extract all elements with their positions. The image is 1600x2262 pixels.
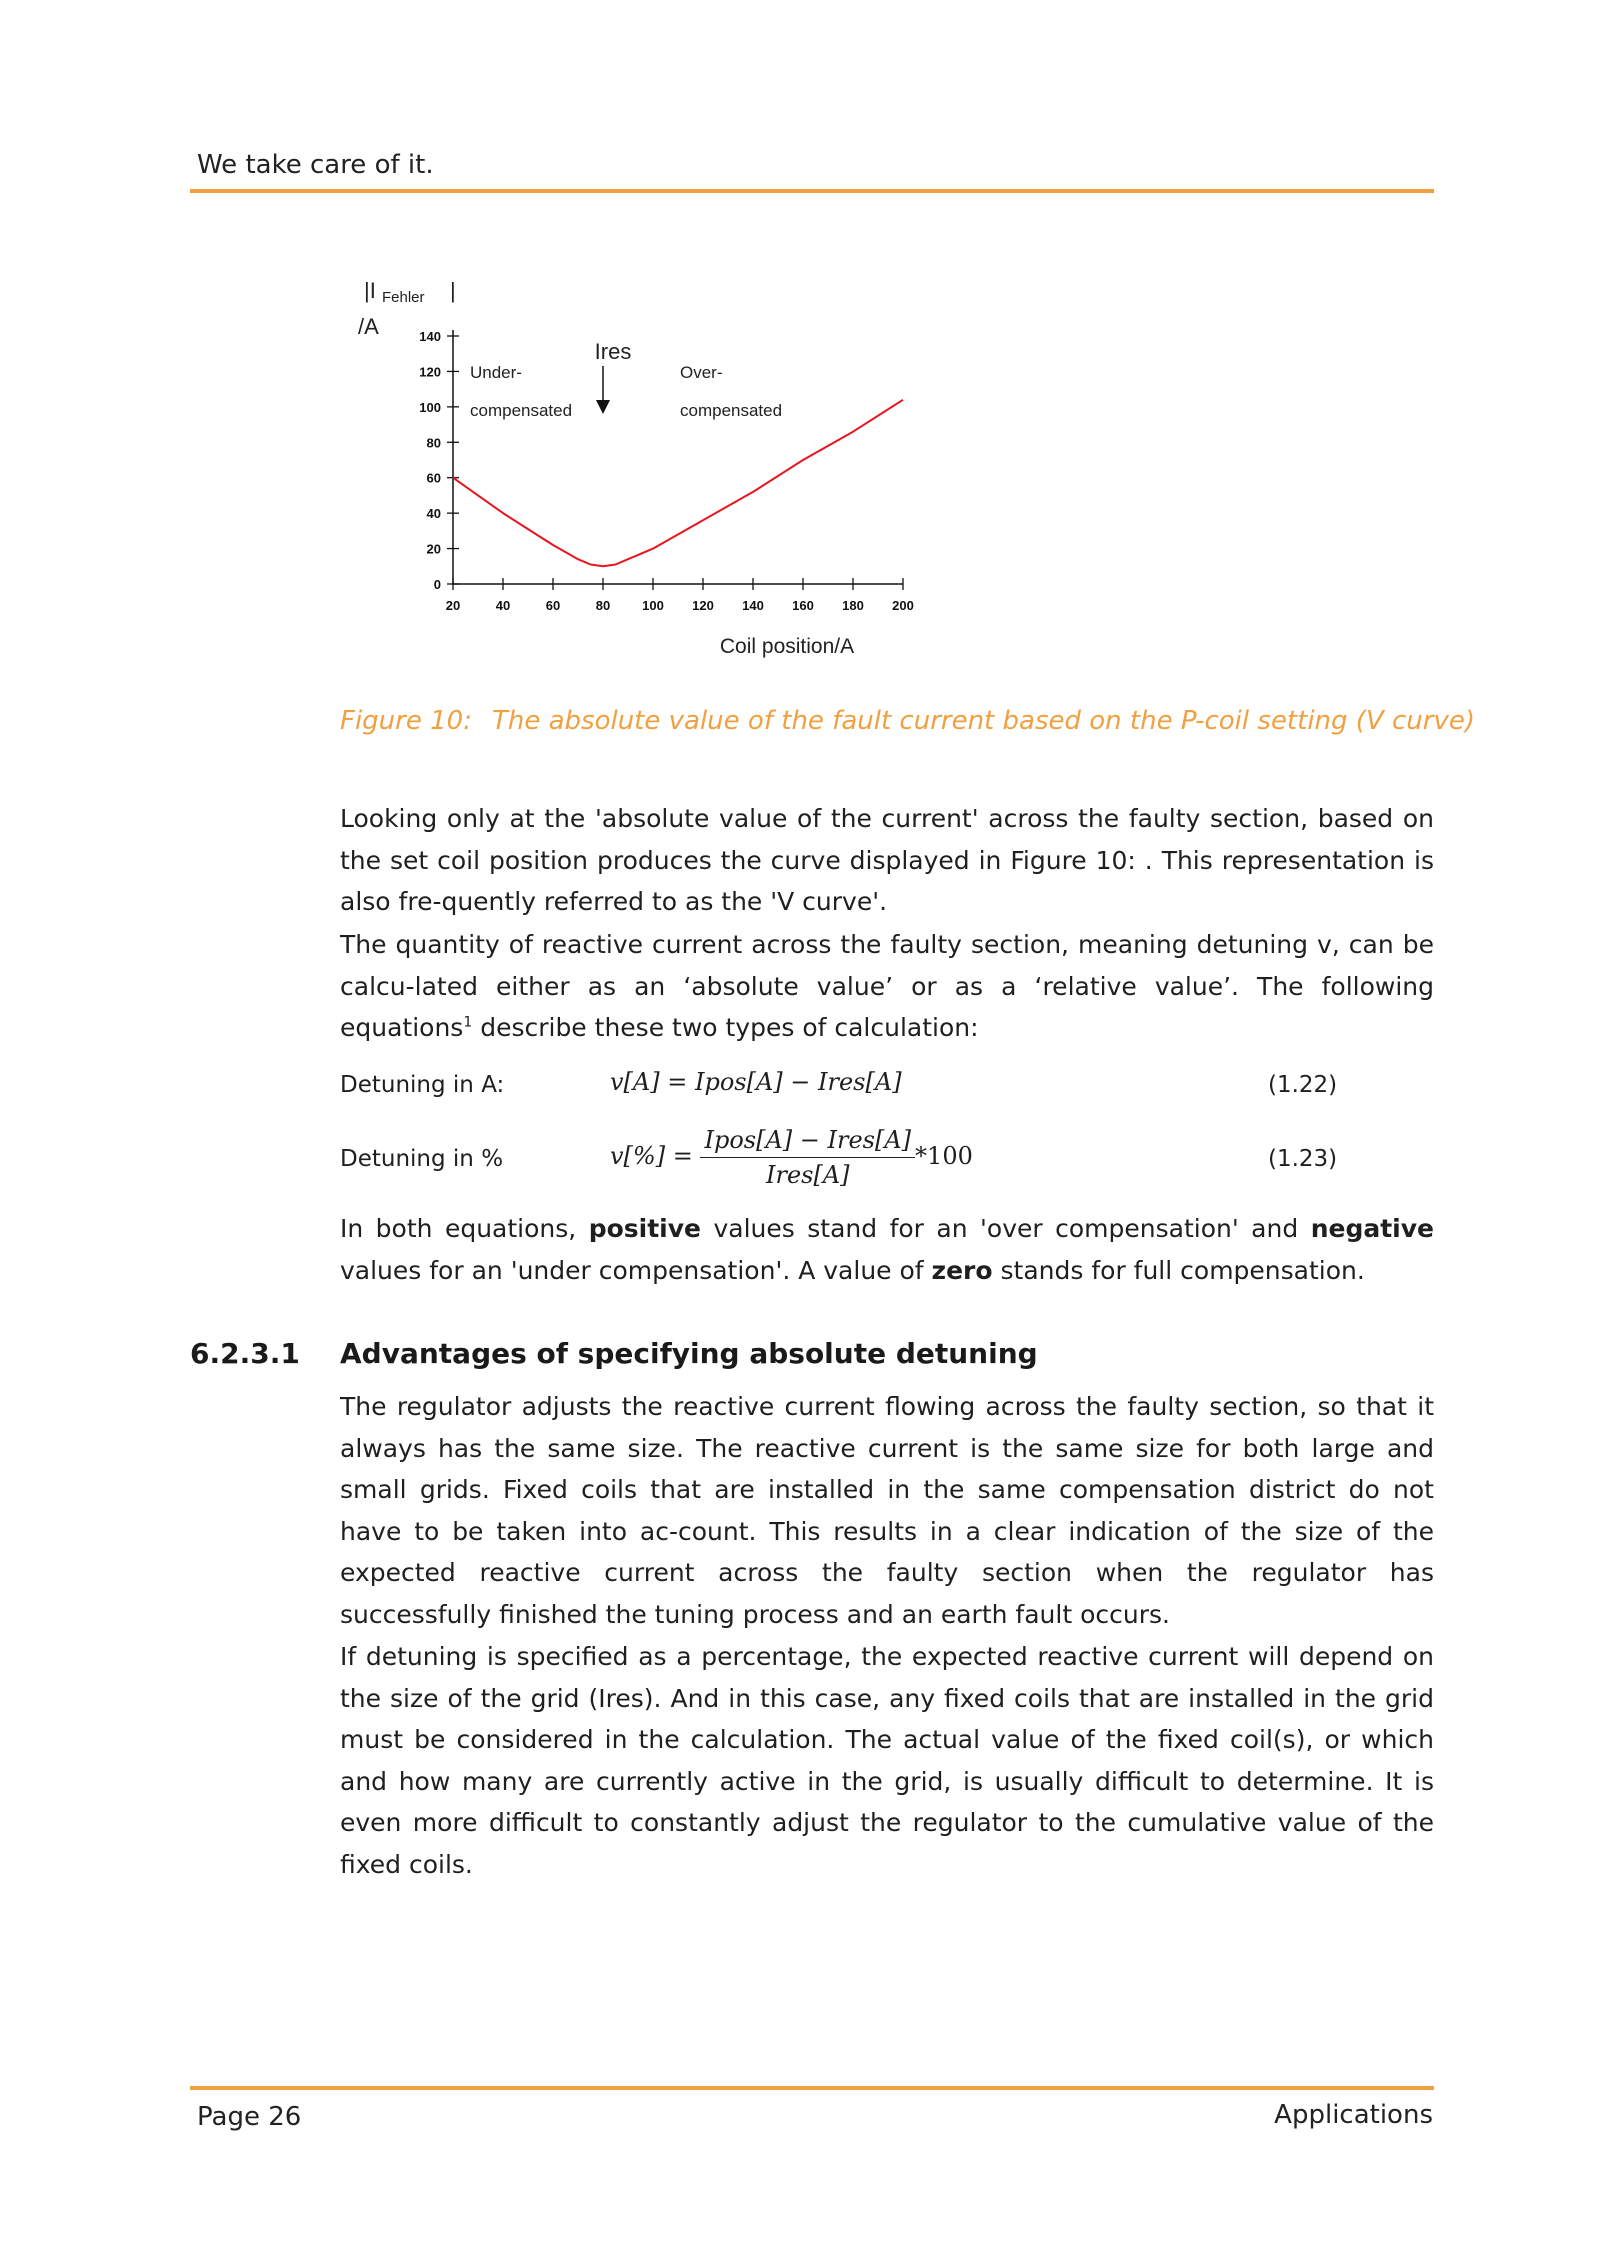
x-axis-label: Coil position/A: [719, 635, 855, 658]
y-tick-label: 100: [419, 399, 441, 415]
equation-2-number: (1.23): [1268, 1146, 1338, 1172]
figure-caption-label: Figure 10:: [340, 706, 472, 736]
x-tick-label: 140: [742, 598, 764, 613]
x-tick-label: 120: [692, 598, 714, 613]
v-curve-chart: [340, 272, 960, 672]
paragraph-percentage-detuning: If detuning is specified as a percentage, the expected reactive current will depend on the size of the grid (Ires). And in this case, any fixed coils that are installed in the grid must be considered in the calculation. The actual value of the fixed coil(s), or which and how many are currently active in the grid, is usually difficult to determine. It is even more difficult to constantly adjust the regulator to the cumulative value of the fixed coils.: [340, 1642, 1434, 1879]
footer-rule: [190, 2086, 1434, 2090]
x-tick-label: 180: [842, 598, 864, 613]
y-tick-label: 0: [433, 577, 441, 592]
annotation-over-2: compensated: [680, 401, 783, 420]
x-tick-label: 200: [892, 598, 914, 613]
sign-text-e: stands for full compensation.: [992, 1255, 1365, 1285]
equation-2-factor: *100: [915, 1142, 973, 1170]
x-tick-label: 80: [595, 598, 611, 613]
header-rule: [190, 189, 1434, 193]
sign-text-a: In both equations,: [340, 1214, 589, 1243]
page-number: Page 26: [197, 2102, 302, 2132]
equation-2: [610, 1126, 973, 1189]
x-tick-label: 100: [642, 598, 664, 613]
y-axis-label-end: |: [450, 278, 456, 303]
bold-negative: negative: [1310, 1214, 1434, 1243]
y-tick-label: 40: [426, 506, 441, 522]
section-title: Advantages of specifying absolute detuning: [340, 1337, 1038, 1370]
equation-1-label: Detuning in A:: [340, 1072, 505, 1098]
equation-2-denominator: Ires[A]: [765, 1161, 850, 1189]
sign-text-c: values stand for an 'over compensation' and: [701, 1214, 1311, 1243]
annotation-over-1: Over-: [680, 363, 723, 382]
equation-2-label: Detuning in %: [340, 1146, 504, 1172]
y-axis-label-main: |I: [364, 278, 376, 303]
equation-1-lhs: v[A] =: [610, 1068, 695, 1096]
annotation-under-1: Under-: [470, 363, 522, 382]
y-tick-label: 20: [426, 541, 441, 557]
paragraph-absolute-advantages: The regulator adjusts the reactive current flowing across the faulty section, so that it always has the same size. The reactive current is the same size for both large and small grids. Fixed coils that are installed in the same compensation district do not have to be taken into ac-count. This results in a clear indication of the size of the expected reactive current across the faulty section when the regulator has successfully finished the tuning process and an earth fault occurs.: [340, 1392, 1434, 1629]
x-tick-label: 160: [792, 598, 814, 613]
annotation-under-2: compensated: [470, 401, 573, 420]
x-tick-label: 60: [545, 598, 561, 613]
v-curve-series-line: [453, 400, 903, 567]
equation-1-rhs: Ipos[A] − Ires[A]: [694, 1068, 902, 1096]
y-tick-label: 120: [419, 364, 441, 380]
equation-2-lhs: v[%] =: [610, 1142, 701, 1170]
chapter-name: Applications: [1274, 2100, 1433, 2130]
figure-caption: [340, 706, 1475, 736]
bold-zero: zero: [931, 1255, 993, 1285]
paragraph-detuning: [340, 924, 1434, 1049]
paragraph-detuning-text-b: describe these two types of calculation:: [472, 1013, 979, 1042]
y-axis-label-sub: Fehler: [382, 289, 425, 306]
y-axis-label-unit: /A: [358, 314, 379, 339]
running-header: We take care of it.: [197, 150, 434, 180]
figure-caption-text: The absolute value of the fault current based on the P-coil setting (V curve): [491, 706, 1475, 736]
equation-1: [610, 1068, 902, 1096]
paragraph-sign-meaning: [340, 1208, 1434, 1291]
y-tick-label: 80: [426, 435, 441, 451]
x-tick-label: 40: [495, 598, 511, 613]
sign-text-d: values for an 'under compensation'. A value of: [340, 1255, 932, 1285]
annotation-ires: Ires: [594, 339, 632, 364]
footnote-marker: 1: [463, 1014, 473, 1031]
equation-2-numerator: Ipos[A] − Ires[A]: [700, 1126, 915, 1158]
equation-2-fraction: [700, 1126, 915, 1189]
equation-1-number: (1.22): [1268, 1072, 1338, 1098]
y-tick-label: 140: [419, 329, 441, 344]
bold-positive: positive: [588, 1214, 701, 1243]
ires-arrow-head: [596, 400, 610, 414]
section-number: 6.2.3.1: [190, 1337, 300, 1370]
x-tick-label: 20: [445, 598, 461, 613]
y-tick-label: 60: [426, 470, 441, 486]
paragraph-detuning-text-a: The quantity of reactive current across the faulty section, meaning detuning v, can be calcu-lated either as an ‘absolute value’ or as a ‘relative value’. The following equations: [340, 930, 1434, 1042]
paragraph-v-curve: Looking only at the 'absolute value of the current' across the faulty section, based on the set coil position produces the curve displayed in Figure 10: . This representation is also fre-quently referred to as the 'V curve'.: [340, 804, 1434, 916]
